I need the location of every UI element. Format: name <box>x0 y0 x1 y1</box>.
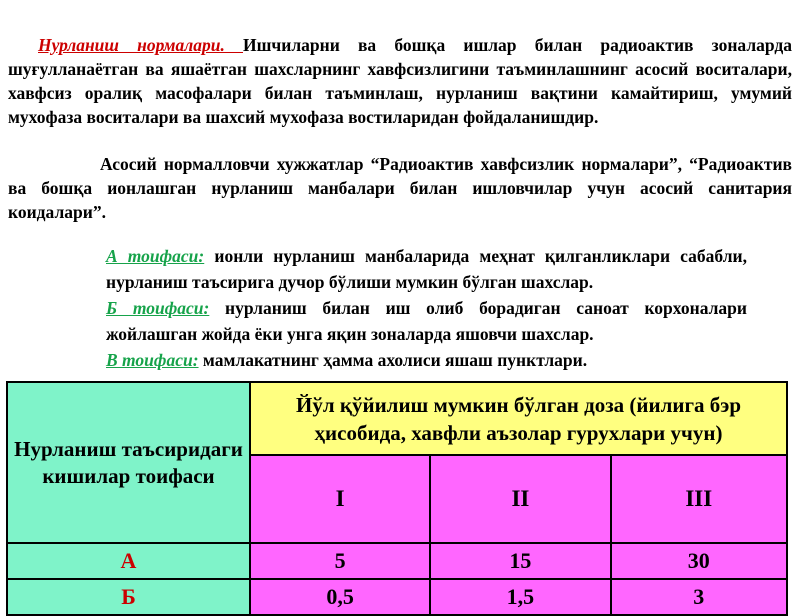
table-row <box>7 579 787 615</box>
documents-paragraph: Асосий нормалловчи хужжатлар “Радиоактив хавфсизлик нормалари”, “Радиоактив ва бошқа ионлашган нурланиш манбалари билан ишловчилар учун асосий санитария коидалари”. <box>8 154 792 222</box>
intro-text: Ишчиларни ва бошқа ишлар билан радиоактив зоналарда шуғулланаётган ва яшаётган шахсларнинг хавфсизлигини таъминлашнинг асосий воситалари, хавфсиз оралиқ масофалари билан таъминлаш, нурланиш вақтини камайтириш, умумий мухофаза воситалари ва шахсий мухофаза востиларидан фойдаланишдир. <box>8 35 792 127</box>
dose-cell: 15 <box>430 543 610 579</box>
category-column-header: Нурланиш таъсиридаги кишилар тоифаси <box>7 382 250 543</box>
category-v-text: мамлакатнинг ҳамма ахолиси яшаш пунктлари. <box>198 350 588 370</box>
category-a-text: ионли нурланиш манбаларида меҳнат қилганликлари сабабли, нурланиш таъсирига дучор бўлиши мумкин бўлган шахслар. <box>106 246 747 292</box>
radiation-norms-title: Нурланиш нормалари. <box>38 35 243 55</box>
dose-cell: 1,5 <box>430 579 610 615</box>
table-header-row <box>7 382 787 455</box>
dose-limits-table <box>6 381 788 616</box>
category-b-item <box>106 295 747 347</box>
dose-column-header: Йўл қўйилиш мумкин бўлган доза (йилига бэр ҳисобида, хавфли аъзолар гурухлари учун) <box>250 382 787 455</box>
categories-list <box>106 243 747 373</box>
category-a-item <box>106 243 747 295</box>
category-a-label: А тоифаси: <box>106 246 205 266</box>
category-v-item <box>106 347 747 373</box>
dose-cell: 3 <box>611 579 787 615</box>
table-row <box>7 543 787 579</box>
group-header-2: II <box>430 455 610 543</box>
category-v-label: В тоифаси: <box>106 350 199 370</box>
dose-cell: 0,5 <box>250 579 430 615</box>
category-b-label: Б тоифаси: <box>106 298 210 318</box>
row-category-cell: А <box>7 543 250 579</box>
category-b-text: нурланиш билан иш олиб борадиган саноат корхоналари жойлашган жойда ёки унга яқин зоналарда яшовчи шахслар. <box>106 298 747 344</box>
group-header-3: III <box>611 455 787 543</box>
row-category-cell: Б <box>7 579 250 615</box>
dose-cell: 5 <box>250 543 430 579</box>
group-header-1: I <box>250 455 430 543</box>
intro-paragraph <box>8 33 792 129</box>
dose-cell: 30 <box>611 543 787 579</box>
